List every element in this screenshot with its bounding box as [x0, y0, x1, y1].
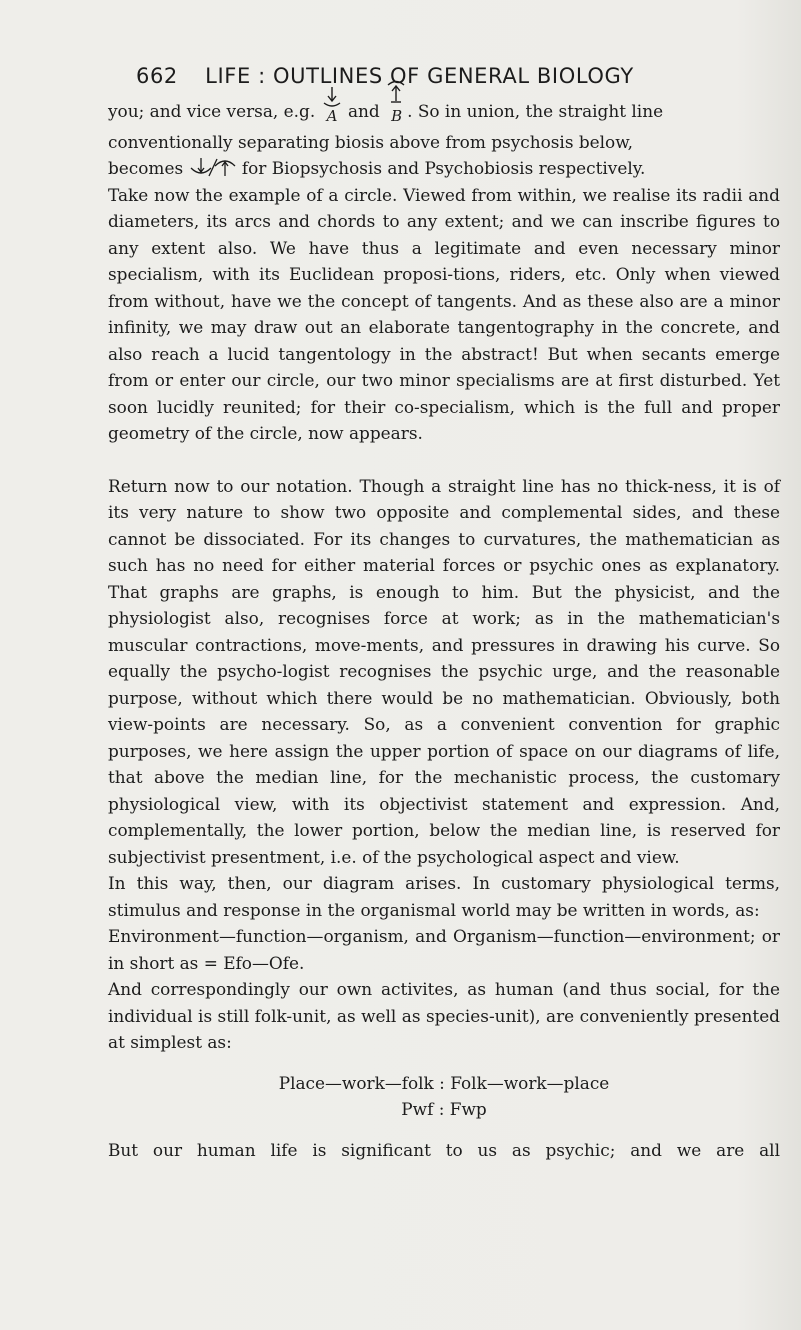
- text-line: [108, 95, 780, 125]
- paragraph: Take now the example of a circle. Viewed from within, we realise its radii and diameters, its arcs and chords to any extent; and we can inscribe figures to any extent also. We have thus a legitimate and even necessary minor specialism, with its Euclidean proposi-tions, riders, etc. Only when viewed from without, have we the concept of tangents. And as these also are a minor infinity, we may draw out an elaborate tangentography in the concrete, and also reach a lucid tangentology in the abstract! But when secants emerge from or enter our circle, our two minor specialisms are at first disturbed. Yet soon lucidly reunited; for their co-specialism, which is the full and proper geometry of the circle, now appears.: [108, 184, 780, 443]
- text-fragment: . So in union, the straight line: [407, 101, 664, 121]
- text-line: [108, 155, 780, 182]
- text-fragment: and: [347, 101, 380, 121]
- paragraph-gap: [108, 447, 780, 473]
- running-header: [136, 64, 736, 88]
- up-arrow-under-curve-symbol: [385, 95, 407, 125]
- symbol-label-a: A: [326, 107, 338, 125]
- down-arrow-over-curve-symbol: [321, 95, 343, 125]
- text-fragment: becomes: [108, 158, 184, 178]
- paragraph: And correspondingly our own activites, as human (and thus social, for the individual is still folk-unit, as well as species-unit), are conveniently presented at simplest as:: [108, 979, 780, 1052]
- text-line: conventionally separating biosis above from psychosis below,: [108, 131, 634, 152]
- paragraph: In this way, then, our diagram arises. In customary physiological terms, stimulus and response in the organismal world may be written in words, as:: [108, 873, 780, 920]
- text-fragment: you; and vice versa, e.g.: [108, 101, 316, 121]
- formula-line: Place—work—folk : Folk—work—place: [278, 1072, 610, 1093]
- page-number: 662: [136, 64, 178, 88]
- paragraph: Return now to our notation. Though a straight line has no thick-ness, it is of its very nature to show two opposite and complemental sides, and these cannot be dissociated. For its changes to curvatures, the mathematician as such has no need for either material forces or psychic ones as explanatory. That graphs are graphs, is enough to him. But the physicist, and the physiologist also, recognises force at work; as in the mathematician's muscular contractions, move-ments, and pressures in drawing his curve. So equally the psycho-logist recognises the psychic urge, and the reasonable purpose, without which there would be no mathematician. Obviously, both view-points are necessary. So, as a convenient convention for graphic purposes, we here assign the upper portion of space on our diagrams of life, that above the median line, for the mechanistic process, the customary physiological view, with its objectivist statement and expression. And, complementally, the lower portion, below the median line, is reserved for subjectivist presentment, i.e. of the psychological aspect and view.: [108, 475, 780, 867]
- formula-line: Pwf : Fwp: [401, 1099, 487, 1119]
- text-fragment: for Biopsychosis and Psychobiosis respectively.: [241, 158, 646, 178]
- running-title: LIFE : OUTLINES OF GENERAL BIOLOGY: [205, 64, 634, 88]
- paragraph: But our human life is significant to us as psychic; and we are all: [108, 1139, 780, 1160]
- biopsychosis-psychobiosis-symbol: [189, 156, 237, 176]
- page-body: [108, 89, 780, 1163]
- paragraph: Environment—function—organism, and Organism—function—environment; or in short as = Efo—Ofe.: [108, 926, 780, 973]
- symbol-label-b: B: [391, 107, 403, 125]
